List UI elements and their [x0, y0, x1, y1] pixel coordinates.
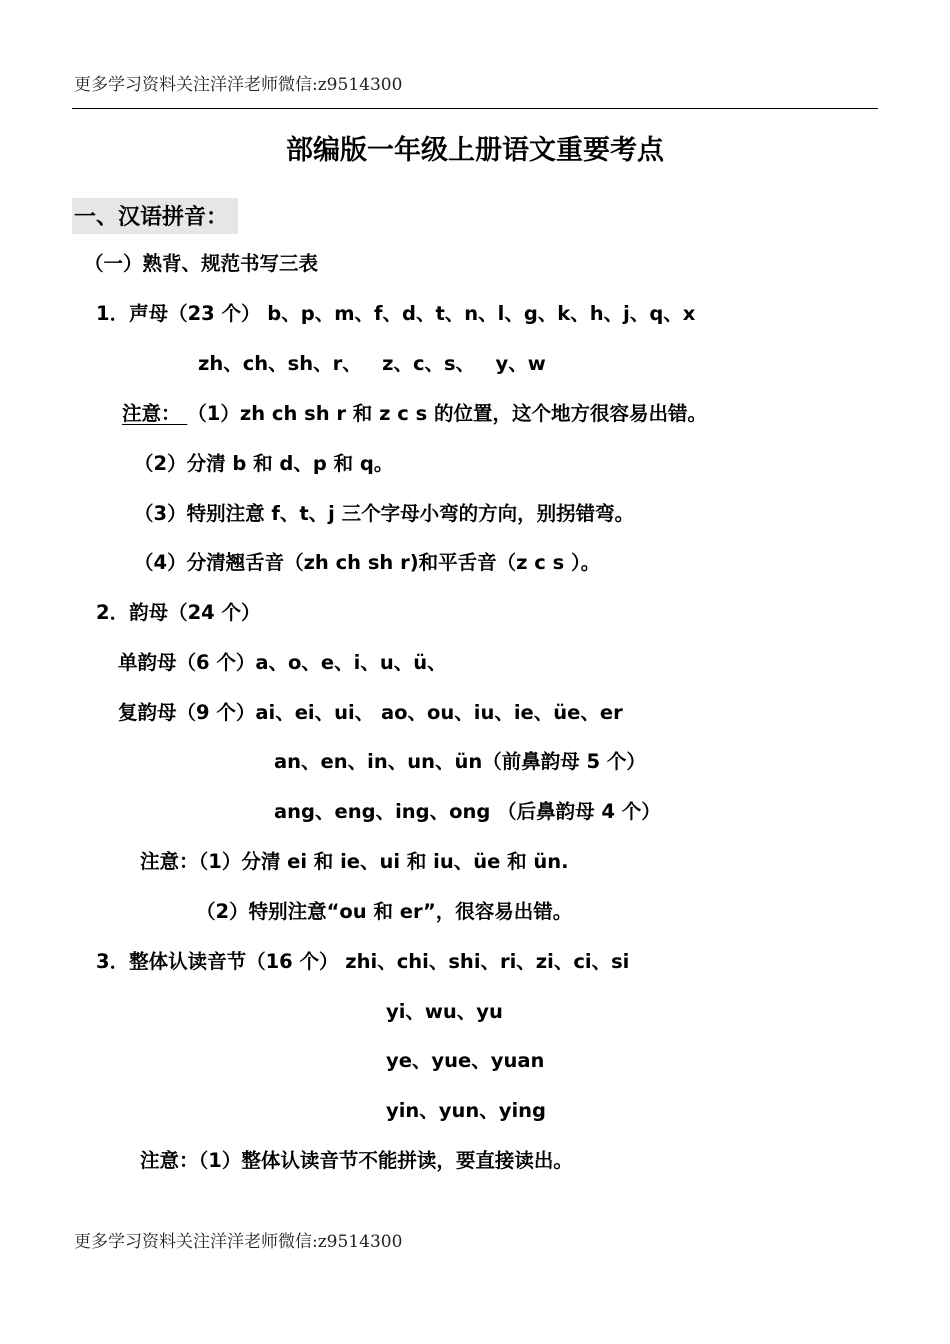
yunmu-heading: 2．韵母（24 个） — [96, 601, 261, 624]
shengmu-note-2: （2）分清 b 和 d、p 和 q。 — [134, 452, 394, 475]
yunmu-compound: 复韵母（9 个）ai、ei、ui、 ao、ou、iu、ie、üe、er — [118, 701, 623, 724]
zhengti-note-1: 注意：（1）整体认读音节不能拼读，要直接读出。 — [140, 1149, 573, 1172]
shengmu-note-4: （4）分清翘舌音（zh ch sh r)和平舌音（z c s ）。 — [134, 551, 601, 574]
shengmu-line-2: zh、ch、sh、r、 z、c、s、 y、w — [198, 352, 546, 375]
subsection-heading: （一）熟背、规范书写三表 — [84, 252, 319, 275]
note-label: 注意： — [122, 402, 188, 425]
note-text: （1）zh ch sh r 和 z c s 的位置，这个地方很容易出错。 — [187, 402, 707, 425]
zhengti-line-1: 3．整体认读音节（16 个） zhi、chi、shi、ri、zi、ci、si — [96, 950, 630, 973]
zhengti-line-4: yin、yun、ying — [386, 1099, 546, 1122]
zhengti-line-2: yi、wu、yu — [386, 1000, 503, 1023]
zhengti-line-3: ye、yue、yuan — [386, 1049, 545, 1072]
yunmu-back-nasal: ang、eng、ing、ong （后鼻韵母 4 个） — [274, 800, 661, 823]
document-title: 部编版一年级上册语文重要考点 — [286, 135, 664, 166]
yunmu-note-2: （2）特别注意“ou 和 er”，很容易出错。 — [196, 900, 573, 923]
page-footer: 更多学习资料关注洋洋老师微信:z9514300 — [74, 1232, 403, 1252]
yunmu-front-nasal: an、en、in、un、ün（前鼻韵母 5 个） — [274, 750, 646, 773]
header-divider — [72, 108, 878, 109]
shengmu-note-1 — [122, 404, 707, 424]
yunmu-note-1: 注意：（1）分清 ei 和 ie、ui 和 iu、üe 和 ün. — [140, 850, 569, 873]
shengmu-note-3: （3）特别注意 f、t、j 三个字母小弯的方向，别拐错弯。 — [134, 502, 635, 525]
page-header: 更多学习资料关注洋洋老师微信:z9514300 — [74, 75, 403, 95]
shengmu-line-1: 1．声母（23 个） b、p、m、f、d、t、n、l、g、k、h、j、q、x — [96, 302, 696, 325]
yunmu-single: 单韵母（6 个）a、o、e、i、u、ü、 — [118, 651, 447, 674]
section-heading-pinyin: 一、汉语拼音： — [72, 198, 238, 234]
